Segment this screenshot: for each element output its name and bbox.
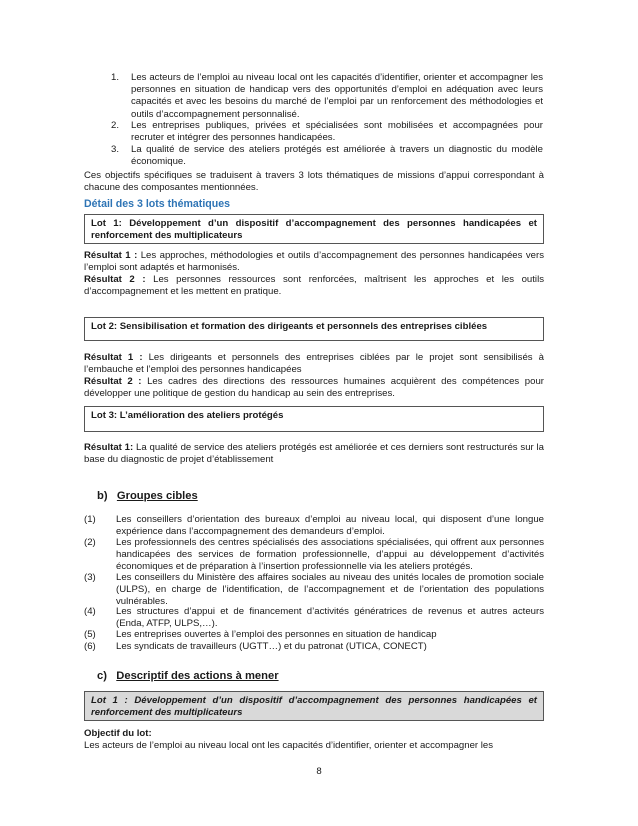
- target-item: [84, 537, 544, 574]
- result-text: Les approches, méthodologies et outils d’accompagnement des personnes handicapées vers l’emploi sont adaptés et harmonisés.: [84, 250, 544, 274]
- target-number: (5): [84, 629, 96, 640]
- section-letter: b): [97, 490, 108, 502]
- result-text: La qualité de service des ateliers protégés est améliorée et ces derniers sont restructurés sur la base du diagnostic de projet d’établissement: [84, 442, 544, 466]
- objective-item: [111, 72, 543, 121]
- result-text: Les personnes ressources sont renforcées, maîtrisent les approches et les outils d’accompagnement et les mettent en pratique.: [84, 274, 544, 298]
- target-item: [84, 572, 544, 609]
- objective-number: 1.: [111, 72, 120, 83]
- lot-3-box: [84, 406, 544, 432]
- target-item: [84, 606, 544, 630]
- section-title: Groupes cibles: [116, 490, 198, 502]
- target-text: Les syndicats de travailleurs (UGTT…) et du patronat (UTICA, CONECT): [116, 641, 427, 652]
- objective-text: Les acteurs de l’emploi au niveau local ont les capacités d’identifier, orienter et accompagner les: [84, 740, 494, 751]
- lot-1-box: [84, 214, 544, 244]
- target-text: Les conseillers d’orientation des bureaux d’emploi au niveau local, qui disposent d’une longue expérience dans l’accompagnement des demandeurs d’emploi.: [116, 514, 544, 538]
- lot-1-result-1: [84, 250, 544, 274]
- section-heading: Détail des 3 lots thématiques: [84, 198, 231, 210]
- lot-3-result-1: [84, 442, 544, 466]
- target-number: (1): [84, 514, 96, 525]
- lot-1-title: Lot 1: Développement d’un dispositif d’accompagnement des personnes handicapées et renforcement des multiplicateurs: [91, 218, 537, 242]
- target-text: Les conseillers du Ministère des affaires sociales au niveau des unités locales de promotion sociale (ULPS), en charge de l’identification, de l’accompagnement et de l’orientation des populations vulnérables.: [116, 572, 544, 608]
- result-label: Résultat 1:: [84, 442, 134, 453]
- target-item: [84, 641, 544, 653]
- objective-text: Les acteurs de l’emploi au niveau local ont les capacités d’identifier, orienter et accompagner les personnes en situation de handicap vers des opportunités d’emploi en adéquation avec leurs capacités et avec les besoins du marché de l’emploi par un renforcement des méthodologies et outils d’accompagnement personnalisé.: [131, 72, 543, 120]
- target-number: (3): [84, 572, 96, 583]
- lot-3-title: Lot 3: L’amélioration des ateliers protégés: [91, 410, 284, 421]
- objective-number: 2.: [111, 120, 120, 131]
- target-text: Les entreprises ouvertes à l’emploi des personnes en situation de handicap: [116, 629, 437, 640]
- lot-2-result-2: [84, 376, 544, 400]
- result-label: Résultat 1 :: [84, 250, 138, 261]
- section-letter: c): [97, 670, 107, 682]
- section-c-heading: [97, 670, 279, 682]
- lot-2-box: [84, 317, 544, 341]
- target-number: (6): [84, 641, 96, 652]
- result-text: Les cadres des directions des ressources humaines acquièrent des compétences pour développer une politique de gestion du handicap au sein des entreprises.: [84, 376, 544, 400]
- objective-label: Objectif du lot:: [84, 728, 152, 739]
- objective-number: 3.: [111, 144, 120, 155]
- result-label: Résultat 1 :: [84, 352, 143, 363]
- lot-1-shaded-box: [84, 691, 544, 721]
- section-title: Descriptif des actions à mener: [116, 670, 279, 682]
- target-text: Les structures d’appui et de financement d’activités génératrices de revenus et autres acteurs (Enda, ATFP, ULPS,…).: [116, 606, 544, 630]
- target-item: [84, 629, 544, 641]
- objective-text: Les entreprises publiques, privées et spécialisées sont mobilisées et accompagnées pour recruter et intégrer des personnes handicapées.: [131, 120, 543, 144]
- intro-paragraph: Ces objectifs spécifiques se traduisent à travers 3 lots thématiques de missions d’appui correspondant à chacune des composantes mentionnées.: [84, 170, 544, 194]
- objective-text: La qualité de service des ateliers protégés est améliorée à travers un diagnostic du modèle économique.: [131, 144, 543, 168]
- lot-2-title: Lot 2: Sensibilisation et formation des dirigeants et personnels des entreprises ciblées: [91, 321, 488, 332]
- target-number: (2): [84, 537, 96, 548]
- target-item: [84, 514, 544, 538]
- objective-item: [111, 120, 543, 144]
- lot-1-result-2: [84, 274, 544, 298]
- section-b-heading: [97, 490, 198, 502]
- page-number: 8: [316, 766, 322, 777]
- target-number: (4): [84, 606, 96, 617]
- result-label: Résultat 2 :: [84, 274, 146, 285]
- lot-1-shaded-title: Lot 1 : Développement d’un dispositif d’accompagnement des personnes handicapées et renforcement des multiplicateurs: [91, 695, 537, 719]
- objective-item: [111, 144, 543, 168]
- target-text: Les professionnels des centres spécialisés des associations spécialisées, qui offrent aux personnes handicapées des services de formation professionnelle, d’appui au développement d’activités économiques et de préparation à l’insertion professionnelle via les ateliers protégés.: [116, 537, 544, 573]
- result-text: Les dirigeants et personnels des entreprises ciblées par le projet sont sensibilisés à l’embauche et l’emploi des personnes handicapées: [84, 352, 544, 376]
- lot-2-result-1: [84, 352, 544, 376]
- result-label: Résultat 2 :: [84, 376, 142, 387]
